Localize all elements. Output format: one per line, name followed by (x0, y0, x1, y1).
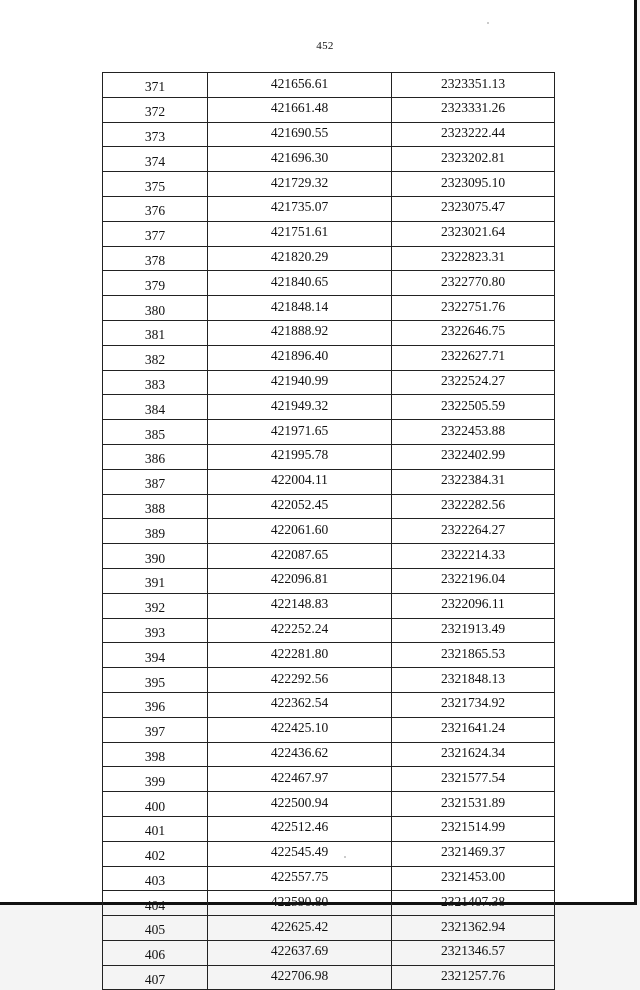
point-number-value: 389 (144, 525, 166, 541)
x-coordinate-value: 422590.80 (270, 893, 329, 909)
point-number-value: 398 (144, 748, 166, 764)
x-coordinate-value: 421995.78 (270, 447, 329, 463)
point-number-cell (103, 692, 208, 717)
point-number-value: 396 (144, 699, 166, 715)
point-number-cell (103, 469, 208, 494)
y-coordinate-cell (392, 296, 555, 321)
y-coordinate-value: 2321531.89 (440, 794, 506, 810)
x-coordinate-value: 421940.99 (270, 373, 329, 389)
table-row (103, 643, 555, 668)
y-coordinate-cell (392, 767, 555, 792)
y-coordinate-cell (392, 122, 555, 147)
x-coordinate-value: 422557.75 (270, 869, 329, 884)
y-coordinate-value: 2321346.57 (440, 943, 506, 959)
y-coordinate-cell (392, 742, 555, 767)
y-coordinate-cell (392, 891, 555, 916)
table-row (103, 544, 555, 569)
y-coordinate-cell (392, 271, 555, 296)
table-row (103, 395, 555, 420)
y-coordinate-value: 2321734.92 (440, 695, 506, 711)
y-coordinate-cell (392, 73, 555, 98)
table-row (103, 320, 555, 345)
table-row (103, 866, 555, 891)
table-row (103, 296, 555, 321)
table-row (103, 618, 555, 643)
x-coordinate-cell (208, 469, 392, 494)
y-coordinate-cell (392, 593, 555, 618)
x-coordinate-cell (208, 792, 392, 817)
point-number-value: 372 (144, 104, 166, 120)
table-row (103, 246, 555, 271)
point-number-value: 392 (144, 600, 166, 616)
y-coordinate-cell (392, 469, 555, 494)
x-coordinate-value: 421696.30 (270, 149, 329, 165)
point-number-cell (103, 816, 208, 841)
x-coordinate-cell (208, 965, 392, 990)
point-number-value: 390 (144, 550, 166, 566)
point-number-cell (103, 320, 208, 345)
x-coordinate-cell (208, 494, 392, 519)
point-number-value: 379 (144, 277, 166, 293)
y-coordinate-value: 2321514.99 (440, 819, 506, 835)
point-number-cell (103, 345, 208, 370)
y-coordinate-value: 2322453.88 (440, 422, 506, 438)
y-coordinate-value: 2321641.24 (440, 720, 506, 736)
x-coordinate-value: 422004.11 (271, 472, 328, 488)
x-coordinate-value: 421896.40 (270, 348, 329, 364)
x-coordinate-value: 422281.80 (270, 645, 329, 661)
point-number-cell (103, 370, 208, 395)
y-coordinate-cell (392, 916, 555, 941)
coordinates-table (102, 72, 555, 990)
table-row (103, 271, 555, 296)
point-number-value: 395 (144, 674, 166, 690)
x-coordinate-value: 421971.65 (270, 422, 329, 438)
table-row (103, 147, 555, 172)
scan-speck (487, 22, 489, 24)
point-number-value: 404 (144, 897, 166, 913)
table-row (103, 692, 555, 717)
point-number-value: 391 (144, 575, 166, 591)
table-row (103, 891, 555, 916)
x-coordinate-cell (208, 395, 392, 420)
point-number-cell (103, 444, 208, 469)
point-number-value: 405 (144, 922, 166, 938)
point-number-cell (103, 940, 208, 965)
x-coordinate-value: 422061.60 (270, 521, 329, 537)
x-coordinate-cell (208, 172, 392, 197)
point-number-cell (103, 792, 208, 817)
table-row (103, 196, 555, 221)
x-coordinate-value: 422362.54 (270, 695, 329, 711)
x-coordinate-value: 421848.14 (270, 298, 329, 314)
y-coordinate-cell (392, 370, 555, 395)
table-row (103, 742, 555, 767)
point-number-cell (103, 568, 208, 593)
x-coordinate-cell (208, 246, 392, 271)
y-coordinate-value: 2321624.34 (440, 745, 506, 761)
y-coordinate-cell (392, 444, 555, 469)
x-coordinate-cell (208, 420, 392, 445)
y-coordinate-cell (392, 668, 555, 693)
x-coordinate-value: 421949.32 (270, 397, 329, 413)
point-number-value: 400 (144, 798, 166, 814)
x-coordinate-value: 422087.65 (270, 546, 329, 562)
point-number-cell (103, 122, 208, 147)
y-coordinate-cell (392, 395, 555, 420)
y-coordinate-value: 2321469.37 (440, 844, 506, 860)
x-coordinate-cell (208, 593, 392, 618)
point-number-cell (103, 767, 208, 792)
x-coordinate-value: 421661.48 (270, 100, 329, 116)
y-coordinate-cell (392, 494, 555, 519)
y-coordinate-value: 2321577.54 (440, 769, 506, 785)
x-coordinate-cell (208, 742, 392, 767)
y-coordinate-cell (392, 643, 555, 668)
point-number-value: 371 (144, 79, 166, 95)
y-coordinate-value: 2322384.31 (440, 472, 506, 488)
x-coordinate-value: 422252.24 (270, 621, 329, 637)
x-coordinate-cell (208, 643, 392, 668)
point-number-cell (103, 97, 208, 122)
point-number-value: 375 (144, 178, 166, 194)
y-coordinate-cell (392, 221, 555, 246)
x-coordinate-value: 421888.92 (270, 323, 329, 339)
y-coordinate-value: 2322770.80 (440, 273, 506, 289)
y-coordinate-value: 2322823.31 (440, 249, 506, 265)
x-coordinate-value: 422512.46 (270, 819, 329, 835)
point-number-value: 401 (144, 823, 166, 839)
y-coordinate-value: 2323095.10 (440, 174, 506, 190)
x-coordinate-cell (208, 296, 392, 321)
table-row (103, 444, 555, 469)
point-number-value: 381 (144, 327, 166, 343)
y-coordinate-value: 2321362.94 (440, 918, 506, 934)
table-row (103, 668, 555, 693)
y-coordinate-cell (392, 320, 555, 345)
y-coordinate-cell (392, 692, 555, 717)
x-coordinate-value: 422625.42 (270, 918, 329, 934)
y-coordinate-value: 2322751.76 (440, 298, 506, 314)
x-coordinate-cell (208, 940, 392, 965)
x-coordinate-value: 422545.49 (270, 844, 329, 860)
point-number-cell (103, 172, 208, 197)
scan-speck (344, 856, 346, 858)
point-number-value: 377 (144, 228, 166, 244)
y-coordinate-cell (392, 940, 555, 965)
point-number-cell (103, 668, 208, 693)
y-coordinate-value: 2322627.71 (440, 348, 506, 364)
point-number-cell (103, 643, 208, 668)
x-coordinate-cell (208, 916, 392, 941)
table-row (103, 841, 555, 866)
y-coordinate-cell (392, 866, 555, 891)
y-coordinate-cell (392, 519, 555, 544)
y-coordinate-value: 2323075.47 (440, 199, 506, 215)
point-number-cell (103, 742, 208, 767)
x-coordinate-value: 422292.56 (270, 670, 329, 686)
y-coordinate-cell (392, 420, 555, 445)
point-number-cell (103, 221, 208, 246)
x-coordinate-value: 421729.32 (270, 174, 329, 190)
table-row (103, 717, 555, 742)
y-coordinate-cell (392, 147, 555, 172)
y-coordinate-cell (392, 816, 555, 841)
point-number-cell (103, 420, 208, 445)
point-number-cell (103, 965, 208, 990)
y-coordinate-value: 2322282.56 (440, 497, 506, 513)
point-number-value: 387 (144, 476, 166, 492)
point-number-value: 378 (144, 252, 166, 268)
x-coordinate-cell (208, 196, 392, 221)
table-row (103, 965, 555, 990)
point-number-cell (103, 246, 208, 271)
point-number-cell (103, 544, 208, 569)
y-coordinate-value: 2322196.04 (440, 571, 506, 587)
table-row (103, 494, 555, 519)
x-coordinate-cell (208, 841, 392, 866)
point-number-value: 393 (144, 624, 166, 640)
y-coordinate-value: 2321257.76 (440, 968, 506, 984)
point-number-value: 407 (144, 972, 166, 988)
point-number-cell (103, 916, 208, 941)
y-coordinate-value: 2321913.49 (440, 621, 506, 637)
point-number-cell (103, 841, 208, 866)
point-number-cell (103, 271, 208, 296)
y-coordinate-cell (392, 172, 555, 197)
point-number-value: 397 (144, 724, 166, 740)
x-coordinate-value: 422096.81 (270, 571, 329, 587)
point-number-value: 399 (144, 773, 166, 789)
point-number-cell (103, 395, 208, 420)
y-coordinate-value: 2323222.44 (440, 125, 506, 141)
y-coordinate-cell (392, 717, 555, 742)
x-coordinate-value: 421690.55 (270, 125, 329, 141)
y-coordinate-cell (392, 97, 555, 122)
point-number-value: 402 (144, 848, 166, 864)
point-number-cell (103, 593, 208, 618)
table-row (103, 345, 555, 370)
x-coordinate-value: 421751.61 (270, 224, 329, 240)
x-coordinate-cell (208, 668, 392, 693)
x-coordinate-value: 421840.65 (270, 273, 329, 289)
y-coordinate-cell (392, 246, 555, 271)
point-number-cell (103, 494, 208, 519)
x-coordinate-cell (208, 816, 392, 841)
x-coordinate-value: 422148.83 (270, 596, 329, 612)
table-row (103, 940, 555, 965)
table-row (103, 816, 555, 841)
table-row (103, 568, 555, 593)
y-coordinate-cell (392, 965, 555, 990)
x-coordinate-cell (208, 370, 392, 395)
x-coordinate-value: 422052.45 (270, 497, 329, 513)
point-number-value: 382 (144, 352, 166, 368)
x-coordinate-cell (208, 345, 392, 370)
point-number-value: 386 (144, 451, 166, 467)
x-coordinate-cell (208, 544, 392, 569)
table-row (103, 792, 555, 817)
y-coordinate-value: 2321453.00 (440, 869, 506, 884)
y-coordinate-cell (392, 618, 555, 643)
x-coordinate-value: 422500.94 (270, 794, 329, 810)
y-coordinate-value: 2322096.11 (441, 596, 505, 612)
point-number-cell (103, 296, 208, 321)
point-number-value: 373 (144, 128, 166, 144)
y-coordinate-cell (392, 841, 555, 866)
y-coordinate-value: 2322264.27 (440, 521, 506, 537)
x-coordinate-cell (208, 519, 392, 544)
x-coordinate-cell (208, 271, 392, 296)
point-number-cell (103, 196, 208, 221)
point-number-value: 376 (144, 203, 166, 219)
table-row (103, 420, 555, 445)
table-row (103, 469, 555, 494)
y-coordinate-value: 2323202.81 (440, 149, 506, 165)
x-coordinate-value: 421735.07 (270, 199, 329, 215)
x-coordinate-value: 422637.69 (270, 943, 329, 959)
point-number-cell (103, 73, 208, 98)
x-coordinate-cell (208, 717, 392, 742)
x-coordinate-value: 422467.97 (270, 769, 329, 785)
y-coordinate-value: 2322524.27 (440, 373, 506, 389)
point-number-cell (103, 618, 208, 643)
x-coordinate-cell (208, 692, 392, 717)
table-row (103, 122, 555, 147)
y-coordinate-cell (392, 568, 555, 593)
x-coordinate-value: 421820.29 (270, 249, 329, 265)
y-coordinate-cell (392, 345, 555, 370)
y-coordinate-value: 2321407.38 (440, 893, 506, 909)
x-coordinate-cell (208, 97, 392, 122)
point-number-value: 406 (144, 947, 166, 963)
x-coordinate-value: 421656.61 (270, 75, 329, 91)
point-number-value: 403 (144, 872, 166, 888)
point-number-value: 374 (144, 153, 166, 169)
y-coordinate-cell (392, 544, 555, 569)
point-number-cell (103, 717, 208, 742)
coordinates-table-body (103, 73, 555, 990)
table-row (103, 519, 555, 544)
x-coordinate-cell (208, 221, 392, 246)
x-coordinate-cell (208, 147, 392, 172)
point-number-value: 385 (144, 426, 166, 442)
y-coordinate-value: 2323331.26 (440, 100, 506, 116)
x-coordinate-cell (208, 73, 392, 98)
x-coordinate-cell (208, 122, 392, 147)
x-coordinate-cell (208, 320, 392, 345)
table-row (103, 370, 555, 395)
page-number: 452 (316, 40, 334, 52)
x-coordinate-value: 422706.98 (270, 968, 329, 984)
point-number-cell (103, 519, 208, 544)
x-coordinate-cell (208, 866, 392, 891)
point-number-cell (103, 147, 208, 172)
y-coordinate-cell (392, 792, 555, 817)
x-coordinate-value: 422436.62 (270, 745, 329, 761)
table-row (103, 73, 555, 98)
x-coordinate-cell (208, 568, 392, 593)
y-coordinate-value: 2321865.53 (440, 645, 506, 661)
point-number-value: 380 (144, 302, 166, 318)
point-number-cell (103, 891, 208, 916)
x-coordinate-cell (208, 767, 392, 792)
y-coordinate-value: 2322505.59 (440, 397, 506, 413)
x-coordinate-cell (208, 618, 392, 643)
table-row (103, 767, 555, 792)
y-coordinate-value: 2323021.64 (440, 224, 506, 240)
table-row (103, 916, 555, 941)
table-row (103, 593, 555, 618)
point-number-value: 383 (144, 376, 166, 392)
x-coordinate-cell (208, 891, 392, 916)
table-row (103, 172, 555, 197)
table-row (103, 221, 555, 246)
point-number-value: 394 (144, 649, 166, 665)
y-coordinate-value: 2322646.75 (440, 323, 506, 339)
y-coordinate-value: 2321848.13 (440, 670, 506, 686)
y-coordinate-cell (392, 196, 555, 221)
point-number-value: 384 (144, 401, 166, 417)
y-coordinate-value: 2322402.99 (440, 447, 506, 463)
x-coordinate-value: 422425.10 (270, 720, 329, 736)
y-coordinate-value: 2322214.33 (440, 546, 506, 562)
table-row (103, 97, 555, 122)
point-number-cell (103, 866, 208, 891)
y-coordinate-value: 2323351.13 (440, 75, 506, 91)
x-coordinate-cell (208, 444, 392, 469)
point-number-value: 388 (144, 500, 166, 516)
